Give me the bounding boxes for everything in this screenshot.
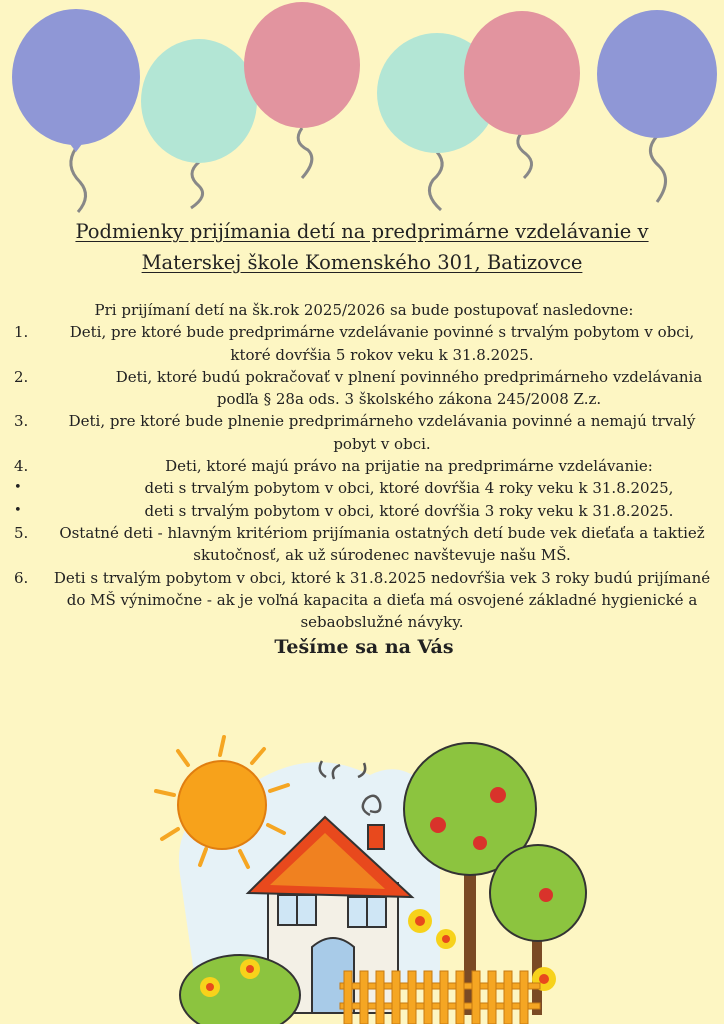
list-marker: 3. [14, 412, 29, 431]
admission-conditions [14, 299, 714, 661]
list-item [14, 567, 714, 634]
closing-text: Tešíme sa na Vás [274, 636, 454, 659]
title-line-1: Podmienky prijímania detí na predprimárne vzdelávanie v [75, 220, 649, 243]
list-item [14, 366, 714, 411]
list-marker: 2. [14, 367, 29, 386]
list-text: Deti, pre ktoré bude plnenie predprimárneho vzdelávania povinné a nemajú trvalý pobyt v obci. [68, 412, 696, 453]
list-marker: 4. [14, 457, 29, 476]
list-item [14, 410, 714, 455]
bullet-marker: • [14, 480, 22, 496]
list-item [14, 477, 714, 499]
list-item [14, 522, 714, 567]
list-text: Deti s trvalým pobytom v obci, ktoré k 31.8.2025 nedovŕšia vek 3 roky budú prijímané do MŠ výnimočne - ak je voľná kapacita a dieťa má osvojené základné hygienické a sebaobslužné návyky. [53, 568, 711, 632]
balloon-purple-left [12, 9, 140, 212]
list-item [14, 455, 714, 477]
balloon-mint-left [141, 39, 257, 208]
list-text: Deti, pre ktoré bude predprimárne vzdelávanie povinné s trvalým pobytom v obci, ktoré dovŕšia 5 rokov veku k 31.8.2025. [69, 323, 695, 364]
balloons-decoration [0, 0, 724, 215]
list-text: deti s trvalým pobytom v obci, ktoré dovŕšia 4 roky veku k 31.8.2025, [144, 479, 674, 498]
list-item [14, 321, 714, 366]
bullet-marker: • [14, 502, 22, 518]
bush-icon [180, 955, 300, 1024]
list-text: Deti, ktoré budú pokračovať v plnení povinného predprimárneho vzdelávania podľa § 28a ods. 3 školského zákona 245/2008 Z.z. [115, 367, 703, 409]
list-item [14, 500, 714, 522]
list-text: Deti, ktoré majú právo na prijatie na predprimárne vzdelávanie: [165, 457, 653, 476]
list-marker: 6. [14, 568, 29, 587]
list-marker: 1. [14, 323, 29, 342]
house-garden-illustration [140, 725, 590, 1024]
balloon-purple-right [597, 10, 717, 202]
list-text: Ostatné deti - hlavným kritériom prijímania ostatných detí bude vek dieťaťa a taktiež skutočnosť, ak už súrodenec navštevuje našu MŠ. [59, 523, 705, 565]
intro-text: Pri prijímaní detí na šk.rok 2025/2026 sa bude postupovať nasledovne: [94, 301, 634, 319]
list-text: deti s trvalým pobytom v obci, ktoré dovŕšia 3 roky veku k 31.8.2025. [144, 501, 674, 520]
list-marker: 5. [14, 523, 29, 542]
page-title [20, 216, 704, 278]
balloon-pink-right [464, 11, 580, 178]
balloon-pink-center [244, 2, 360, 178]
title-line-2: Materskej škole Komenského 301, Batizovce [141, 251, 583, 274]
